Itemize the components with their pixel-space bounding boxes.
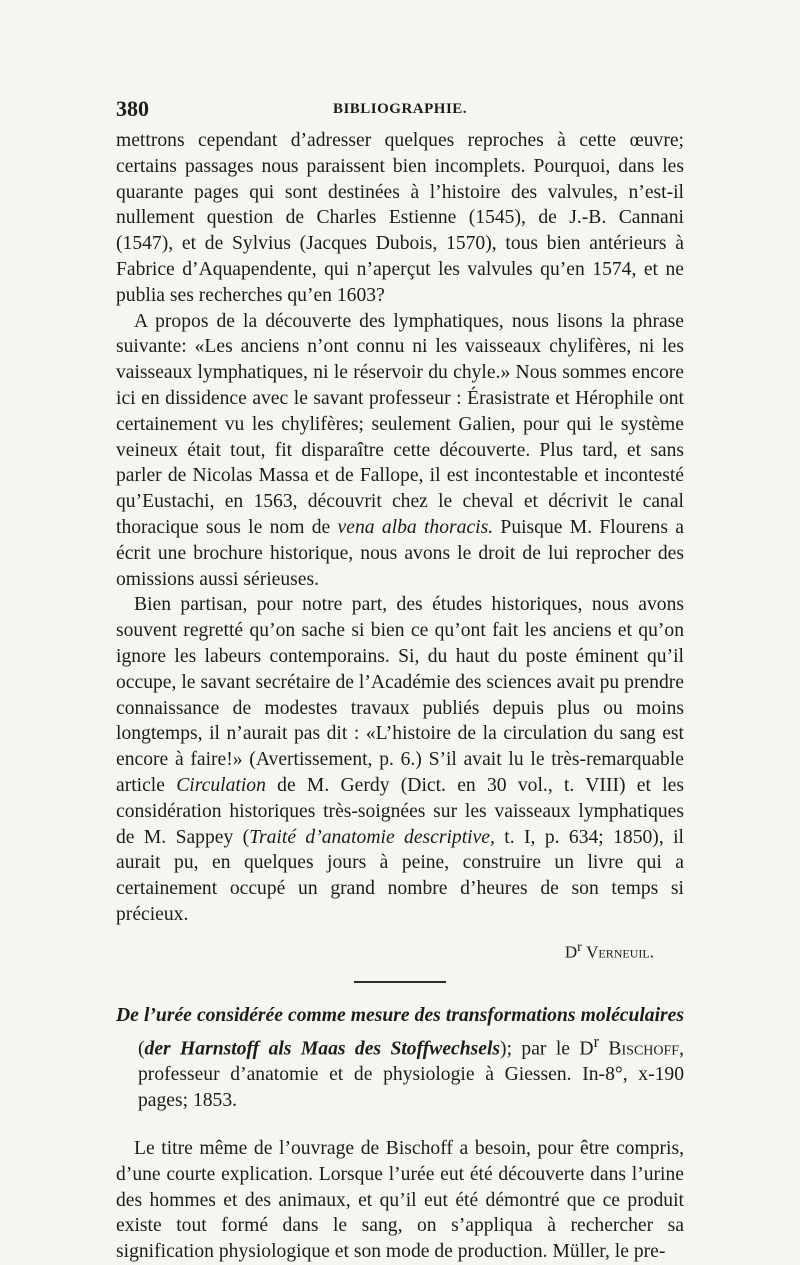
- entry-sup: r: [593, 1032, 599, 1052]
- paragraph-4: Le titre même de l’ouvrage de Bischoff a besoin, pour être compris, d’une courte explication. Lorsque l’urée eut été découverte dans l’urine des hommes et des animaux, et qu’il eut été démontré que ce produit existe tout formé dans le sang, on s’appliqua à rechercher sa signification physiologique et son mode de production. Müller, le pre-: [116, 1138, 684, 1263]
- signature-prefix: D: [564, 942, 578, 962]
- entry-rest: , professeur d’anatomie et de physiologie à Giessen. In-8°, x-190 pages; 1853.: [138, 1038, 684, 1112]
- paragraph-1: mettrons cependant d’adresser quelques reproches à cette œuvre; certains passages nous paraissent bien incomplets. Pourquoi, dans les quarante pages qui sont destinées à l’histoire des valvules, n’est-il nullement question de Charles Estienne (1545), de J.-B. Cannani (1547), et de Sylvius (Jacques Dubois, 1570), tous bien antérieurs à Fabrice d’Aquapendente, qui n’aperçut les valvules qu’en 1574, et ne publia ses recherches qu’en 1603?: [116, 130, 684, 306]
- entry-after: ); par le D: [500, 1038, 594, 1060]
- paragraph-3-italic-b: Traité d’anatomie descriptive,: [249, 826, 495, 848]
- section-divider: [354, 981, 446, 983]
- signature-sup: r: [577, 938, 582, 955]
- paragraph-2-italic-a: vena alba thoracis.: [337, 516, 494, 538]
- entry-title-french: De l’urée considérée comme mesure des transformations moléculaires: [116, 1005, 684, 1027]
- paragraph-2-text-a: A propos de la découverte des lymphatiques, nous lisons la phrase suivante: «Les anciens n’ont connu ni les vaisseaux chylifères, ni les vaisseaux lymphatiques, ni le réservoir du chyle.» Nous sommes encore ici en dissidence avec le savant professeur : Érasistrate et Hérophile ont certainement vu les chylifères; seulement Galien, pour qui le système veineux était tout, fit disparaître cette découverte. Plus tard, et sans parler de Nicolas Massa et de Fallope, il est incontestable et incontesté qu’Eustachi, en 1563, découvrit chez le cheval et décrivit le canal thoracique sous le nom de: [116, 310, 684, 538]
- book-page: [116, 96, 684, 1265]
- paragraph-2: [116, 309, 684, 593]
- paragraph-3-text-a: Bien partisan, pour notre part, des études historiques, nous avons souvent regretté qu’on sache si bien ce qu’ont fait les anciens et qu’on ignore les labeurs contemporains. Si, du haut du poste éminent qu’il occupe, le savant secrétaire de l’Académie des sciences avait pu prendre connaissance de modestes travaux publiés depuis plus ou moins longtemps, il n’aurait pas dit : «L’histoire de la circulation du sang est encore à faire!» (Avertissement, p. 6.) S’il avait lu le très-remarquable article: [116, 594, 684, 796]
- page-number: 380: [116, 96, 149, 121]
- paragraph-2-text-b: Puisque M. Flourens a écrit une brochure historique, nous avons le droit de lui reprocher des omissions aussi sérieuses.: [116, 516, 684, 590]
- paragraph-3-italic-a: Circulation: [176, 774, 266, 796]
- entry-title-german: der Harnstoff als Maas des Stoffwechsels: [144, 1038, 501, 1060]
- entry-author: Bischoff: [608, 1038, 680, 1060]
- page-header: [116, 96, 684, 126]
- paragraph-3: [116, 592, 684, 927]
- entry-paren-open: (: [138, 1038, 145, 1060]
- signature-name: Verneuil.: [586, 942, 654, 962]
- bibliography-entry: [116, 1003, 684, 1114]
- signature: [116, 934, 654, 966]
- paragraph-3-text-b: de M. Gerdy (Dict. en 30 vol., t. VIII) et les considération historiques très-soignées sur les vaisseaux lymphatiques de M. Sappey (: [116, 774, 684, 848]
- paragraph-3-text-c: t. I, p. 634; 1850), il aurait pu, en quelques jours à peine, construire un livre qui a certainement occupé un grand nombre d’heures de son temps si précieux.: [116, 826, 684, 925]
- running-head: BIBLIOGRAPHIE.: [332, 101, 468, 117]
